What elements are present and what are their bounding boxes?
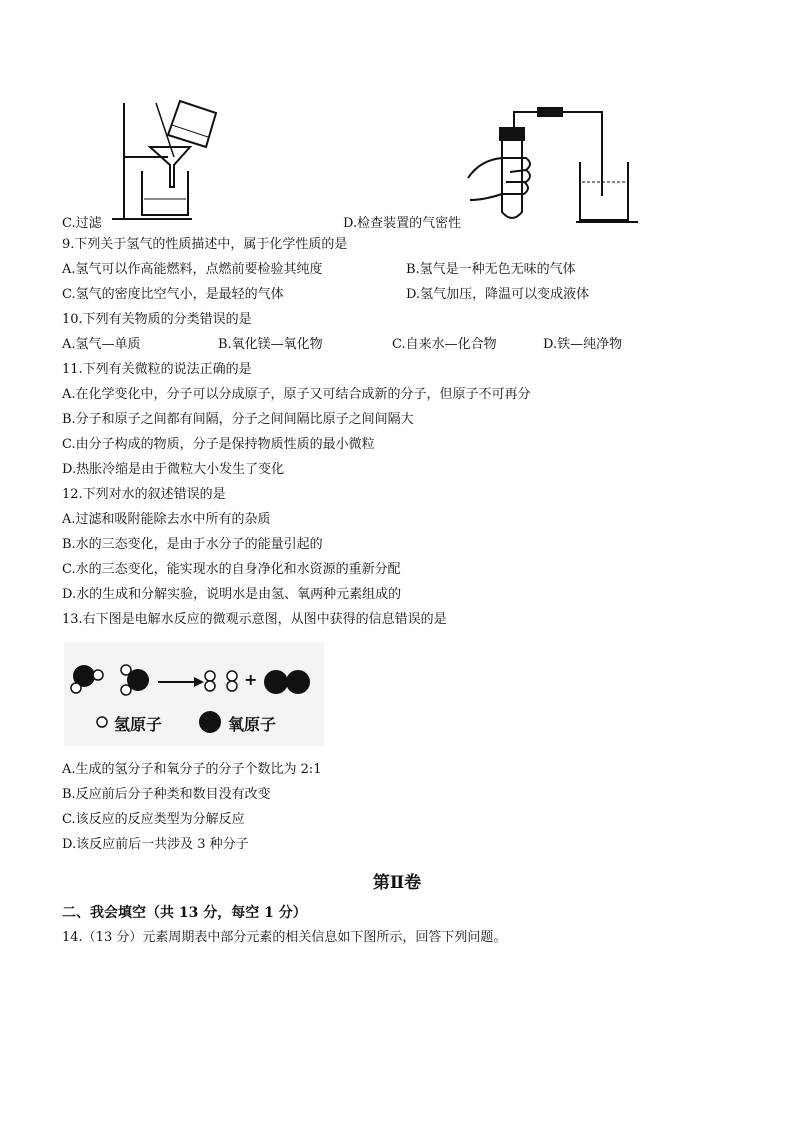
question-13-stem: 13.右下图是电解水反应的微观示意图，从图中获得的信息错误的是 <box>62 612 447 627</box>
plus-sign: + <box>244 670 258 689</box>
question-10-option-b: B.氧化镁—氧化物 <box>218 337 323 352</box>
question-10-option-d: D.铁—纯净物 <box>543 337 623 352</box>
question-13-option-a: A.生成的氢分子和氧分子的分子个数比为 2:1 <box>62 762 322 777</box>
question-9-stem: 9.下列关于氢气的性质描述中，属于化学性质的是 <box>62 237 348 252</box>
question-10-option-c: C.自来水—化合物 <box>392 337 497 352</box>
question-10-stem: 10.下列有关物质的分类错误的是 <box>62 312 252 327</box>
filtration-apparatus-figure <box>108 95 228 225</box>
question-10-option-a: A.氢气—单质 <box>62 337 141 352</box>
airtightness-check-figure <box>466 108 641 226</box>
question-12-option-b: B.水的三态变化，是由于水分子的能量引起的 <box>62 537 323 552</box>
question-11-option-c: C.由分子构成的物质，分子是保持物质性质的最小微粒 <box>62 437 375 452</box>
reaction-molecules <box>64 642 324 746</box>
question-11-option-d: D.热胀冷缩是由于微粒大小发生了变化 <box>62 462 285 477</box>
question-11-stem: 11.下列有关微粒的说法正确的是 <box>62 362 252 377</box>
question-11-option-b: B.分子和原子之间都有间隔，分子之间间隔比原子之间间隔大 <box>62 412 414 427</box>
question-12-option-c: C.水的三态变化，能实现水的自身净化和水资源的重新分配 <box>62 562 401 577</box>
legend-hydrogen-atom: 氢原子 <box>114 715 163 734</box>
electrolysis-diagram <box>64 642 324 746</box>
question-13-option-c: C.该反应的反应类型为分解反应 <box>62 812 245 827</box>
question-9-option-c: C.氢气的密度比空气小，是最轻的气体 <box>62 287 284 302</box>
question-13-option-b: B.反应前后分子种类和数目没有改变 <box>62 787 271 802</box>
question-12-option-a: A.过滤和吸附能除去水中所有的杂质 <box>62 512 271 527</box>
question-9-option-d: D.氢气加压，降温可以变成液体 <box>406 287 590 302</box>
question-9-option-a: A.氢气可以作高能燃料，点燃前要检验其纯度 <box>62 262 323 277</box>
question-12-option-d: D.水的生成和分解实验，说明水是由氢、氧两种元素组成的 <box>62 587 402 602</box>
figure-d-label: D.检查装置的气密性 <box>343 216 462 231</box>
question-13-option-d: D.该反应前后一共涉及 3 种分子 <box>62 837 249 852</box>
section-title: 二、我会填空（共 13 分，每空 1 分） <box>62 905 307 921</box>
question-12-stem: 12.下列对水的叙述错误的是 <box>62 487 226 502</box>
question-14-stem: 14.（13 分）元素周期表中部分元素的相关信息如下图所示，回答下列问题。 <box>62 930 507 945</box>
question-9-option-b: B.氢气是一种无色无味的气体 <box>406 262 576 277</box>
legend-oxygen-atom: 氧原子 <box>228 715 277 734</box>
question-11-option-a: A.在化学变化中，分子可以分成原子，原子又可结合成新的分子，但原子不可再分 <box>62 387 531 402</box>
figure-c-label: C.过滤 <box>62 216 102 231</box>
part-title: 第Ⅱ卷 <box>372 873 422 893</box>
